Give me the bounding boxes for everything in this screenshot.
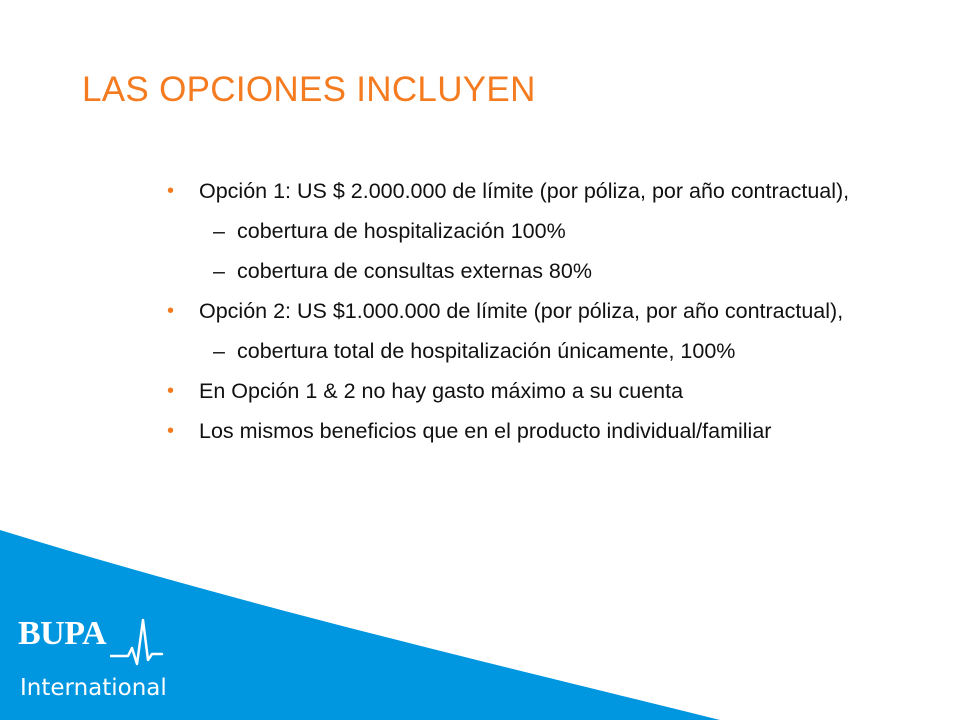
sub-bullet-text: cobertura de hospitalización 100%: [237, 219, 566, 243]
sub-bullet-text: cobertura de consultas externas 80%: [237, 259, 592, 283]
bullet-item-option-1: [165, 176, 885, 206]
heartbeat-icon: [110, 618, 180, 668]
bupa-logo: [18, 614, 178, 704]
bullet-text: En Opción 1 & 2 no hay gasto máximo a su cuenta: [199, 379, 684, 403]
bullet-list: [165, 176, 885, 456]
sub-bullet-marker: –: [213, 339, 225, 363]
bullet-marker: •: [167, 300, 175, 322]
sub-bullet-marker: –: [213, 219, 225, 243]
sub-bullet-item-total-hospitalization: [165, 336, 885, 366]
bullet-marker: •: [167, 420, 175, 442]
bullet-item-same-benefits: [165, 416, 885, 446]
logo-wordmark: BUPA: [18, 615, 107, 652]
bullet-text: Opción 2: US $1.000.000 de límite (por póliza, por año contractual),: [199, 299, 844, 323]
sub-bullet-item-hospitalization: [165, 216, 885, 246]
sub-bullet-item-outpatient: [165, 256, 885, 286]
sub-bullet-marker: –: [213, 259, 225, 283]
sub-bullet-text: cobertura total de hospitalización únicamente, 100%: [237, 339, 736, 363]
slide-title: LAS OPCIONES INCLUYEN: [82, 70, 536, 109]
bullet-item-option-2: [165, 296, 885, 326]
bullet-text: Los mismos beneficios que en el producto individual/familiar: [199, 419, 772, 443]
logo-subtitle: International: [20, 675, 167, 701]
bullet-marker: •: [167, 380, 175, 402]
bullet-item-no-max-expense: [165, 376, 885, 406]
bullet-text: Opción 1: US $ 2.000.000 de límite (por póliza, por año contractual),: [199, 179, 850, 203]
bullet-marker: •: [167, 180, 175, 202]
